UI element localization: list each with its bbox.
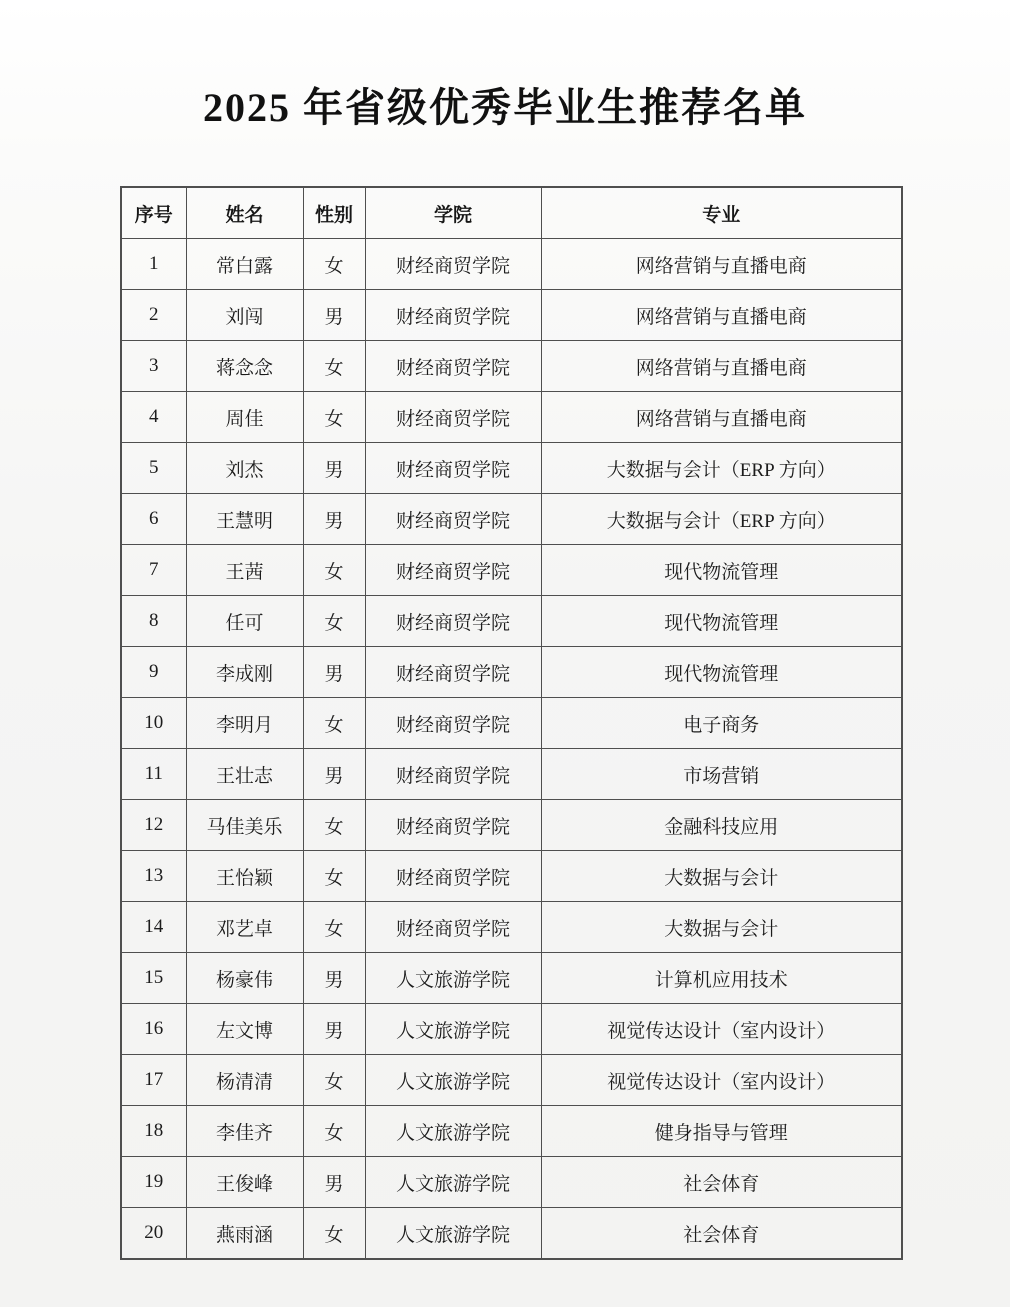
cell-gender: 男	[303, 953, 365, 1004]
cell-college: 人文旅游学院	[365, 1157, 541, 1208]
table-row	[121, 494, 902, 545]
cell-gender: 女	[303, 239, 365, 290]
cell-seq: 17	[121, 1055, 186, 1106]
cell-seq: 4	[121, 392, 186, 443]
header-college: 学院	[365, 187, 541, 239]
cell-major: 社会体育	[541, 1157, 902, 1208]
table-row	[121, 1055, 902, 1106]
header-name: 姓名	[186, 187, 303, 239]
cell-seq: 1	[121, 239, 186, 290]
header-seq: 序号	[121, 187, 186, 239]
cell-major: 大数据与会计（ERP 方向）	[541, 494, 902, 545]
cell-seq: 16	[121, 1004, 186, 1055]
cell-gender: 男	[303, 443, 365, 494]
header-major: 专业	[541, 187, 902, 239]
cell-name: 任可	[186, 596, 303, 647]
cell-seq: 8	[121, 596, 186, 647]
cell-college: 人文旅游学院	[365, 1055, 541, 1106]
cell-major: 网络营销与直播电商	[541, 290, 902, 341]
cell-college: 财经商贸学院	[365, 341, 541, 392]
cell-name: 杨豪伟	[186, 953, 303, 1004]
table-body	[121, 239, 902, 1260]
cell-name: 常白露	[186, 239, 303, 290]
table-row	[121, 902, 902, 953]
cell-name: 王慧明	[186, 494, 303, 545]
cell-seq: 6	[121, 494, 186, 545]
cell-gender: 男	[303, 494, 365, 545]
cell-college: 财经商贸学院	[365, 443, 541, 494]
cell-gender: 女	[303, 341, 365, 392]
cell-gender: 女	[303, 1208, 365, 1260]
cell-major: 现代物流管理	[541, 545, 902, 596]
cell-gender: 女	[303, 545, 365, 596]
table-row	[121, 443, 902, 494]
cell-seq: 10	[121, 698, 186, 749]
table-row	[121, 1208, 902, 1260]
cell-name: 蒋念念	[186, 341, 303, 392]
cell-major: 大数据与会计（ERP 方向）	[541, 443, 902, 494]
cell-name: 王怡颖	[186, 851, 303, 902]
header-gender: 性别	[303, 187, 365, 239]
cell-name: 刘杰	[186, 443, 303, 494]
cell-seq: 12	[121, 800, 186, 851]
cell-major: 视觉传达设计（室内设计）	[541, 1004, 902, 1055]
cell-gender: 女	[303, 1106, 365, 1157]
cell-name: 邓艺卓	[186, 902, 303, 953]
cell-major: 现代物流管理	[541, 596, 902, 647]
cell-gender: 男	[303, 290, 365, 341]
table-row	[121, 698, 902, 749]
cell-college: 财经商贸学院	[365, 545, 541, 596]
cell-gender: 男	[303, 749, 365, 800]
table-header	[121, 187, 902, 239]
cell-college: 财经商贸学院	[365, 698, 541, 749]
cell-seq: 2	[121, 290, 186, 341]
cell-gender: 女	[303, 1055, 365, 1106]
table-row	[121, 749, 902, 800]
cell-college: 人文旅游学院	[365, 953, 541, 1004]
cell-gender: 男	[303, 647, 365, 698]
cell-name: 杨清清	[186, 1055, 303, 1106]
cell-gender: 男	[303, 1157, 365, 1208]
table-row	[121, 392, 902, 443]
table-row	[121, 1157, 902, 1208]
cell-college: 财经商贸学院	[365, 647, 541, 698]
cell-college: 财经商贸学院	[365, 239, 541, 290]
header-row	[121, 187, 902, 239]
cell-major: 大数据与会计	[541, 851, 902, 902]
table-row	[121, 239, 902, 290]
cell-major: 计算机应用技术	[541, 953, 902, 1004]
cell-gender: 女	[303, 902, 365, 953]
cell-name: 燕雨涵	[186, 1208, 303, 1260]
table-row	[121, 1004, 902, 1055]
table-row	[121, 290, 902, 341]
cell-college: 财经商贸学院	[365, 494, 541, 545]
table-row	[121, 647, 902, 698]
table-row	[121, 545, 902, 596]
cell-seq: 14	[121, 902, 186, 953]
cell-major: 网络营销与直播电商	[541, 392, 902, 443]
cell-name: 王俊峰	[186, 1157, 303, 1208]
cell-name: 李成刚	[186, 647, 303, 698]
cell-major: 大数据与会计	[541, 902, 902, 953]
table-row	[121, 1106, 902, 1157]
cell-gender: 女	[303, 800, 365, 851]
cell-major: 健身指导与管理	[541, 1106, 902, 1157]
cell-college: 财经商贸学院	[365, 392, 541, 443]
cell-major: 现代物流管理	[541, 647, 902, 698]
cell-college: 人文旅游学院	[365, 1106, 541, 1157]
cell-major: 社会体育	[541, 1208, 902, 1260]
cell-name: 李明月	[186, 698, 303, 749]
cell-seq: 13	[121, 851, 186, 902]
cell-seq: 11	[121, 749, 186, 800]
cell-major: 金融科技应用	[541, 800, 902, 851]
cell-major: 电子商务	[541, 698, 902, 749]
cell-college: 财经商贸学院	[365, 902, 541, 953]
cell-college: 财经商贸学院	[365, 851, 541, 902]
cell-seq: 15	[121, 953, 186, 1004]
table-row	[121, 953, 902, 1004]
table-row	[121, 800, 902, 851]
cell-seq: 20	[121, 1208, 186, 1260]
page-title: 2025 年省级优秀毕业生推荐名单	[203, 85, 807, 130]
cell-seq: 19	[121, 1157, 186, 1208]
cell-name: 周佳	[186, 392, 303, 443]
cell-seq: 7	[121, 545, 186, 596]
cell-seq: 18	[121, 1106, 186, 1157]
cell-college: 财经商贸学院	[365, 800, 541, 851]
cell-gender: 女	[303, 596, 365, 647]
cell-gender: 男	[303, 1004, 365, 1055]
cell-name: 马佳美乐	[186, 800, 303, 851]
cell-gender: 女	[303, 392, 365, 443]
cell-college: 财经商贸学院	[365, 290, 541, 341]
cell-gender: 女	[303, 698, 365, 749]
cell-seq: 9	[121, 647, 186, 698]
cell-major: 网络营销与直播电商	[541, 341, 902, 392]
table-row	[121, 596, 902, 647]
graduates-table	[120, 186, 903, 1260]
table-row	[121, 851, 902, 902]
cell-name: 王茜	[186, 545, 303, 596]
cell-major: 视觉传达设计（室内设计）	[541, 1055, 902, 1106]
table-row	[121, 341, 902, 392]
cell-college: 财经商贸学院	[365, 596, 541, 647]
cell-name: 李佳齐	[186, 1106, 303, 1157]
cell-gender: 女	[303, 851, 365, 902]
cell-college: 人文旅游学院	[365, 1208, 541, 1260]
cell-major: 市场营销	[541, 749, 902, 800]
cell-college: 财经商贸学院	[365, 749, 541, 800]
cell-seq: 3	[121, 341, 186, 392]
cell-name: 左文博	[186, 1004, 303, 1055]
cell-college: 人文旅游学院	[365, 1004, 541, 1055]
cell-major: 网络营销与直播电商	[541, 239, 902, 290]
cell-name: 刘闯	[186, 290, 303, 341]
cell-seq: 5	[121, 443, 186, 494]
cell-name: 王壮志	[186, 749, 303, 800]
